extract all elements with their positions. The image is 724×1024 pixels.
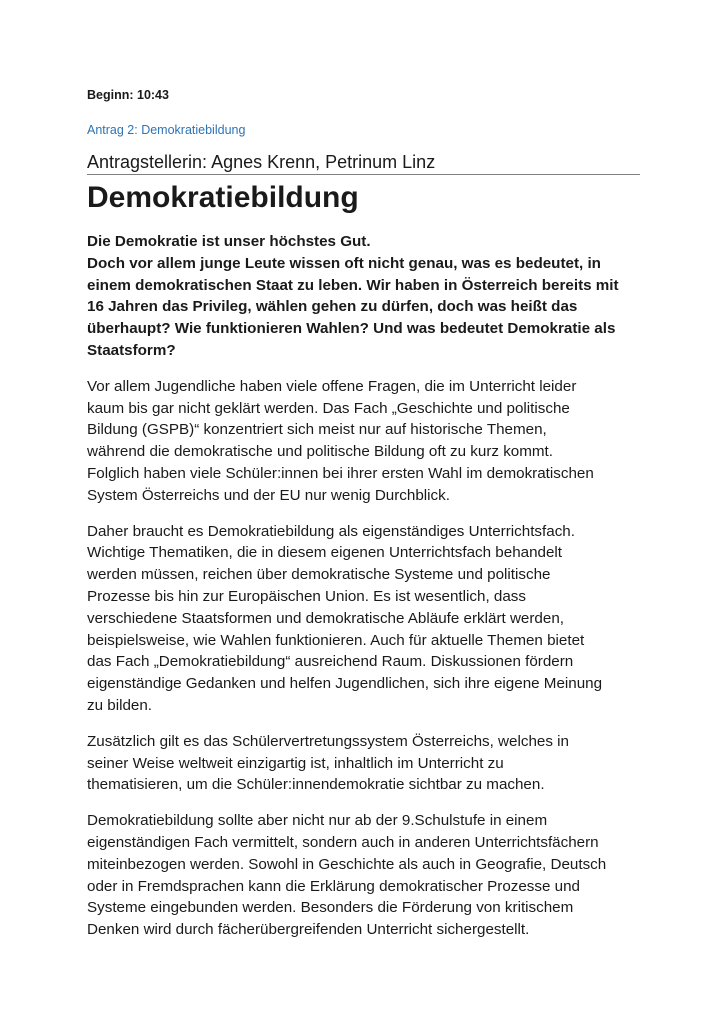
paragraph-line: miteinbezogen werden. Sowohl in Geschichte als auch in Geografie, Deutsch: [87, 855, 607, 873]
lead-paragraph: [87, 231, 640, 362]
lead-line: Die Demokratie ist unser höchstes Gut.: [87, 233, 371, 250]
start-time: Beginn: 10:43: [87, 88, 169, 102]
paragraph-line: Zusätzlich gilt es das Schülervertretungssystem Österreichs, welches in: [87, 732, 569, 750]
motion-label: Antrag 2: Demokratiebildung: [87, 123, 246, 137]
paragraph-line: System Österreichs und der EU nur wenig Durchblick.: [87, 486, 450, 504]
paragraph-line: Demokratiebildung sollte aber nicht nur ab der 9.Schulstufe in einem: [87, 812, 548, 830]
paragraph-line: beispielsweise, wie Wahlen funktionieren. Auch für aktuelle Themen bietet: [87, 631, 585, 649]
paragraph-line: seiner Weise weltweit einzigartig ist, inhaltlich im Unterricht zu: [87, 754, 504, 772]
paragraph-line: kaum bis gar nicht geklärt werden. Das Fach „Geschichte und politische: [87, 399, 570, 417]
paragraph-line: Wichtige Thematiken, die in diesem eigenen Unterrichtsfach behandelt: [87, 544, 563, 562]
paragraph-line: während die demokratische und politische Bildung oft zu kurz kommt.: [87, 443, 553, 461]
paragraph-line: Vor allem Jugendliche haben viele offene Fragen, die im Unterricht leider: [87, 377, 577, 395]
paragraph-line: thematisieren, um die Schüler:innendemokratie sichtbar zu machen.: [87, 776, 545, 794]
paragraph-line: Denken wird durch fächerübergreifenden Unterricht sichergestellt.: [87, 921, 530, 939]
body-paragraph-3: [87, 731, 640, 796]
paragraph-line: oder in Fremdsprachen kann die Erklärung demokratischer Prozesse und: [87, 877, 581, 895]
applicants-line: Antragstellerin: Agnes Krenn, Petrinum Linz: [87, 151, 640, 175]
paragraph-line: Systeme eingebunden werden. Besonders die Förderung von kritischem: [87, 899, 574, 917]
document-page: [87, 86, 640, 941]
paragraph-line: eigenständige Gedanken und helfen Jugendlichen, sich ihre eigene Meinung: [87, 675, 603, 693]
paragraph-line: zu bilden.: [87, 696, 153, 714]
paragraph-line: verschiedene Staatsformen und demokratische Abläufe erklärt werden,: [87, 609, 564, 627]
paragraph-line: Folglich haben viele Schüler:innen bei ihrer ersten Wahl im demokratischen: [87, 464, 594, 482]
paragraph-line: das Fach „Demokratiebildung“ ausreichend Raum. Diskussionen fördern: [87, 653, 574, 671]
lead-line: Staatsform?: [87, 341, 176, 359]
body-paragraph-2: [87, 521, 640, 717]
paragraph-line: Bildung (GSPB)“ konzentriert sich meist nur auf historische Themen,: [87, 421, 547, 439]
paragraph-line: Prozesse bis hin zur Europäischen Union. Es ist wesentlich, dass: [87, 587, 526, 605]
lead-line: 16 Jahren das Privileg, wählen gehen zu dürfen, doch was heißt das: [87, 298, 578, 316]
body-paragraph-1: [87, 376, 640, 507]
lead-line: Doch vor allem junge Leute wissen oft nicht genau, was es bedeutet, in: [87, 254, 601, 272]
lead-line: überhaupt? Wie funktionieren Wahlen? Und was bedeutet Demokratie als: [87, 320, 616, 338]
body-paragraph-4: [87, 810, 640, 941]
lead-line: einem demokratischen Staat zu leben. Wir haben in Österreich bereits mit: [87, 276, 619, 294]
paragraph-line: werden müssen, reichen über demokratische Systeme und politische: [87, 566, 551, 584]
paragraph-line: eigenständigen Fach vermittelt, sondern auch in anderen Unterrichtsfächern: [87, 833, 599, 851]
paragraph-line: Daher braucht es Demokratiebildung als eigenständiges Unterrichtsfach.: [87, 522, 575, 540]
document-title: Demokratiebildung: [87, 181, 359, 214]
